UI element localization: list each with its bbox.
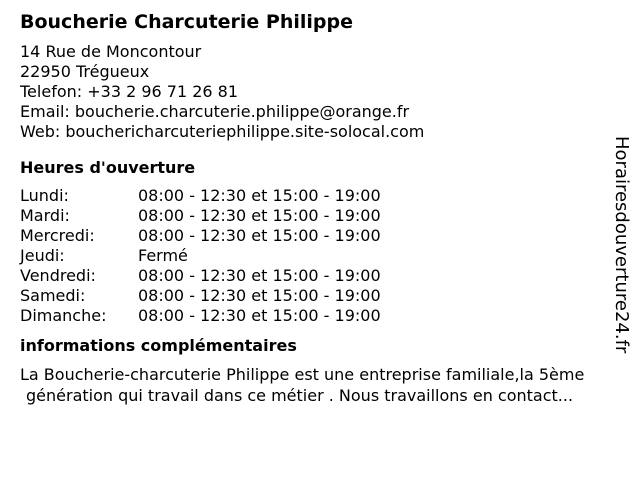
business-name: Boucherie Charcuterie Philippe	[20, 11, 354, 33]
additional-info-heading: informations complémentaires	[20, 336, 297, 355]
hours-time: 08:00 - 12:30 et 15:00 - 19:00	[138, 226, 381, 245]
hours-row	[20, 226, 620, 246]
address-block	[20, 42, 620, 142]
street-address: 14 Rue de Moncontour	[20, 42, 202, 61]
hours-row	[20, 266, 620, 286]
business-card	[20, 10, 620, 406]
hours-time: 08:00 - 12:30 et 15:00 - 19:00	[138, 286, 381, 305]
info-line-1: La Boucherie-charcuterie Philippe est une entreprise familiale,la 5ème	[20, 365, 585, 384]
hours-time: 08:00 - 12:30 et 15:00 - 19:00	[138, 186, 381, 205]
hours-row	[20, 286, 620, 306]
hours-day: Samedi:	[20, 286, 86, 305]
hours-day: Lundi:	[20, 186, 69, 205]
hours-row	[20, 186, 620, 206]
additional-info-text	[20, 364, 620, 406]
hours-row	[20, 246, 620, 266]
hours-time: Fermé	[138, 246, 188, 265]
info-line-2: génération qui travail dans ce métier . Nous travaillons en contact...	[26, 386, 574, 405]
opening-hours-heading: Heures d'ouverture	[20, 158, 196, 177]
website-line[interactable]: Web: bouchericharcuteriephilippe.site-solocal.com	[20, 122, 425, 141]
site-watermark: Horairesdouverture24.fr	[611, 136, 632, 354]
hours-day: Jeudi:	[20, 246, 65, 265]
hours-day: Dimanche:	[20, 306, 107, 325]
hours-row	[20, 306, 620, 326]
email-line[interactable]: Email: boucherie.charcuterie.philippe@orange.fr	[20, 102, 410, 121]
hours-time: 08:00 - 12:30 et 15:00 - 19:00	[138, 206, 381, 225]
hours-row	[20, 206, 620, 226]
phone-line[interactable]: Telefon: +33 2 96 71 26 81	[20, 82, 239, 101]
opening-hours-table	[20, 186, 620, 326]
hours-time: 08:00 - 12:30 et 15:00 - 19:00	[138, 266, 381, 285]
hours-day: Vendredi:	[20, 266, 96, 285]
hours-day: Mercredi:	[20, 226, 95, 245]
city-postcode: 22950 Trégueux	[20, 62, 150, 81]
hours-day: Mardi:	[20, 206, 70, 225]
hours-time: 08:00 - 12:30 et 15:00 - 19:00	[138, 306, 381, 325]
